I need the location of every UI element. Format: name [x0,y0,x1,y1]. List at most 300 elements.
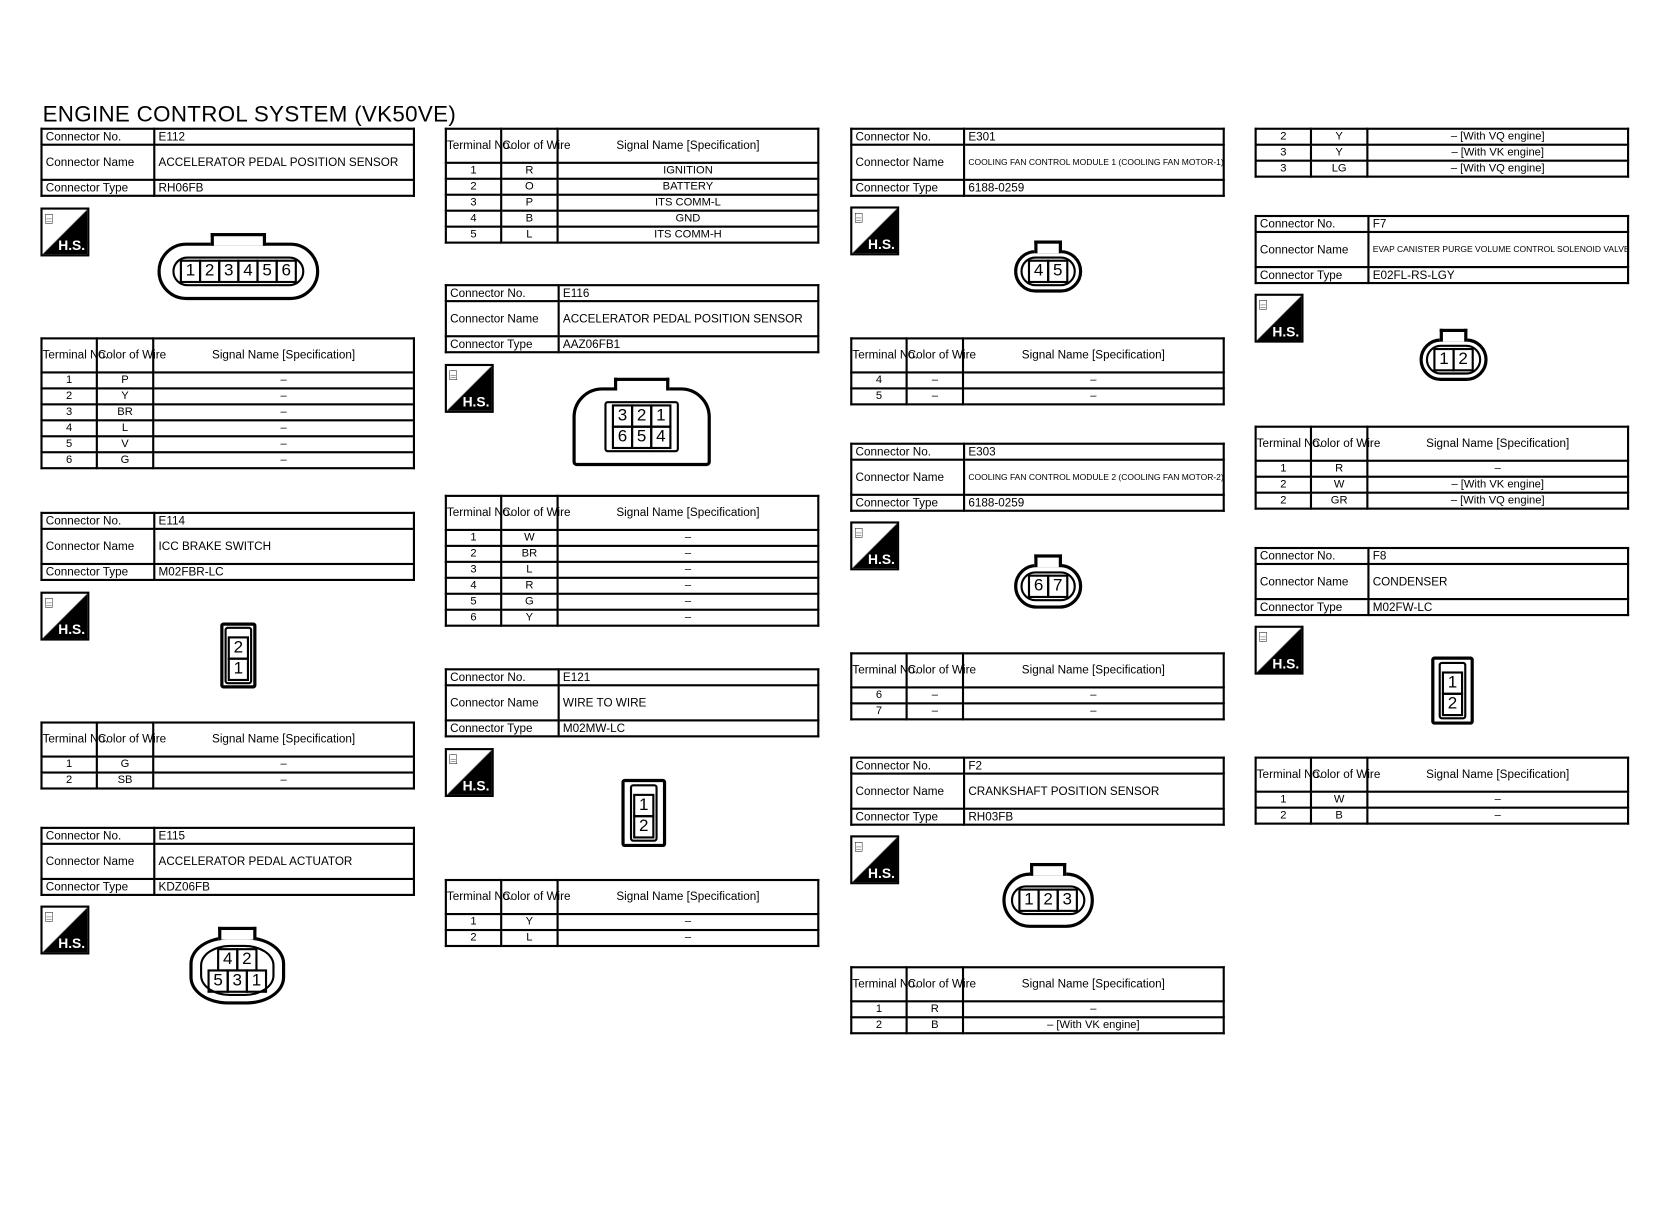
color-of-wire-header: Color of Wire [1311,427,1367,461]
signal-name: – [963,687,1224,703]
pin-row [613,405,670,426]
wire-color: L [501,227,557,243]
terminal-no: 4 [446,211,501,227]
hs-badge-label: H.S. [867,236,895,253]
info-row-name [41,145,413,180]
wire-color: P [97,372,153,388]
wire-color: B [1311,808,1367,824]
wire-color: O [501,179,557,195]
terminal-no: 4 [851,372,906,388]
pin-row [209,970,266,991]
terminal-table-header [446,880,818,914]
color-of-wire-header: Color of Wire [97,338,153,372]
color-of-wire-header: Color of Wire [97,723,153,757]
signal-name: – [963,388,1224,404]
info-row-type [446,720,818,736]
terminal-no: 5 [446,227,501,243]
terminal-no: 1 [446,530,501,546]
connector-name-value: ACCELERATOR PEDAL POSITION SENSOR [559,301,819,336]
wire-color: L [97,420,153,436]
harness-side-badge-icon [40,207,89,256]
info-label: Connector Name [446,301,559,336]
terminal-row [41,452,413,468]
connector-glyph-icon: ⌸ [1258,628,1268,645]
connector-type-value: RH06FB [154,180,414,196]
connector-name-value: COOLING FAN CONTROL MODULE 1 (COOLING FAN MOTOR-1) [964,145,1224,180]
terminal-table [40,721,415,789]
info-label: Connector No. [41,513,154,529]
info-label: Connector Type [851,809,964,825]
terminal-row [1256,129,1628,145]
connector-inner-outline [1020,256,1075,286]
connector-no-value: E303 [964,444,1224,460]
signal-name: – [With VQ engine] [1367,493,1628,509]
pin-row [229,659,248,680]
terminal-table-header [1256,758,1628,792]
terminal-row [446,578,818,594]
terminal-row [446,562,818,578]
connector-face-diagram-E115 [189,936,285,1004]
connector-face-diagram-E112 [157,243,319,300]
info-label: Connector Type [851,495,964,511]
terminal-no: 2 [446,179,501,195]
pin-cell: 5 [207,969,228,992]
color-of-wire-header: Color of Wire [907,338,963,372]
terminal-no-header: Terminal No. [851,653,906,687]
connector-face-diagram-E116 [572,387,710,466]
connector-face-diagram-E303 [1014,564,1082,609]
terminal-table [850,337,1225,405]
terminal-no: 6 [41,452,96,468]
info-label: Connector No. [851,758,964,774]
info-label: Connector No. [446,285,559,301]
pin-row [1434,349,1472,370]
wire-color: GR [1311,493,1367,509]
pin-row [1029,261,1067,282]
pin-cell: 2 [1452,348,1473,371]
terminal-table-header [41,338,413,372]
terminal-no: 1 [446,163,501,179]
wire-color: W [1311,477,1367,493]
terminal-no: 2 [851,1017,906,1033]
pin-cell: 2 [228,636,249,659]
info-row-type [446,336,818,352]
pin-row [1443,673,1462,694]
terminal-row [851,1017,1223,1033]
info-label: Connector Name [41,145,154,180]
info-row-no [1256,216,1628,232]
connector-info-table [40,128,415,197]
connector-type-value: 6188-0259 [964,180,1224,196]
pin-cell: 2 [199,260,220,283]
connector-face-diagram-F8 [1431,657,1474,725]
terminal-no: 3 [41,404,96,420]
info-row-no [41,129,413,145]
terminal-row [41,420,413,436]
connector-lock-tab [211,233,266,246]
info-row-type [1256,267,1628,283]
wire-color: Y [1311,145,1367,161]
wire-color: V [97,436,153,452]
pin-cell: 1 [633,794,654,817]
terminal-row [446,546,818,562]
harness-side-badge-icon [850,206,899,255]
color-of-wire-header: Color of Wire [501,880,557,914]
pin-row [1029,576,1067,597]
pin-cell: 1 [650,404,671,427]
harness-side-badge-icon [1255,626,1304,675]
wire-color: B [501,211,557,227]
color-of-wire-header: Color of Wire [907,967,963,1001]
terminal-no: 2 [41,388,96,404]
terminal-table-header [851,653,1223,687]
connector-lock-tab [1035,240,1062,253]
connector-inner-outline [1439,662,1467,719]
harness-side-badge-icon [40,592,89,641]
pin-cell: 5 [256,260,277,283]
pin-row [181,261,296,282]
signal-name: – [With VK engine] [963,1017,1224,1033]
pin-cell: 3 [1057,889,1078,912]
terminal-row [1256,161,1628,177]
connector-lock-tab [1440,329,1467,342]
info-label: Connector Type [851,180,964,196]
pin-cell: 2 [633,815,654,838]
terminal-row [41,773,413,789]
info-row-no [851,758,1223,774]
pin-cell: 4 [650,426,671,449]
terminal-no: 4 [446,578,501,594]
wire-color: Y [501,914,557,930]
connector-no-value: E112 [154,129,414,145]
signal-name: – [963,1001,1224,1017]
connector-type-value: AAZ06FB1 [559,336,819,352]
wire-color: W [501,530,557,546]
terminal-row [1256,808,1628,824]
terminal-no: 2 [41,773,96,789]
wire-color: G [501,594,557,610]
terminal-row [446,163,818,179]
wire-color: Y [97,388,153,404]
wire-color: BR [501,546,557,562]
pin-cell: 3 [227,969,248,992]
wire-color: L [501,562,557,578]
pin-cell: 4 [1028,260,1049,283]
connector-type-value: RH03FB [964,809,1224,825]
pin-cell: 1 [246,969,267,992]
terminal-table-header [851,338,1223,372]
terminal-table [1255,128,1630,178]
terminal-no: 1 [446,914,501,930]
info-row-no [41,513,413,529]
signal-name: – [558,562,819,578]
terminal-no: 1 [41,757,96,773]
connector-glyph-icon: ⌸ [854,524,863,541]
connector-no-value: E116 [559,285,819,301]
wire-color: Y [1311,129,1367,145]
wire-color: Y [501,610,557,626]
connector-face-diagram-F7 [1420,338,1488,381]
connector-type-value: E02FL-RS-LGY [1368,267,1628,283]
signal-name-header: Signal Name [Specification] [558,496,819,530]
terminal-no: 3 [446,562,501,578]
info-label: Connector Name [851,460,964,495]
terminal-no: 1 [1256,792,1311,808]
wire-color: R [907,1001,963,1017]
terminal-row [1256,477,1628,493]
connector-glyph-icon: ⌸ [44,210,54,227]
harness-side-badge-icon [850,521,899,570]
terminal-no: 7 [851,703,906,719]
signal-name: – [1367,792,1628,808]
terminal-row [446,530,818,546]
terminal-row [1256,493,1628,509]
signal-name: – [With VK engine] [1367,477,1628,493]
connector-glyph-icon: ⌸ [44,594,54,611]
terminal-row [1256,792,1628,808]
terminal-row [446,211,818,227]
info-row-name [851,774,1223,809]
signal-name: – [558,530,819,546]
pin-row [229,637,248,658]
terminal-table [1255,426,1630,510]
connector-face-diagram-F2 [1002,873,1094,928]
terminal-table [1255,757,1630,825]
connector-no-value: E121 [559,669,819,685]
pin-cell: 2 [236,948,257,971]
signal-name: – [1367,461,1628,477]
wire-color: P [501,195,557,211]
wire-color: R [501,578,557,594]
pin-row [634,816,653,837]
pin-cell: 5 [1047,260,1068,283]
color-of-wire-header: Color of Wire [907,653,963,687]
terminal-no: 3 [1256,161,1311,177]
info-row-type [851,809,1223,825]
terminal-table-header [446,129,818,163]
terminal-no: 2 [1256,493,1311,509]
terminal-no: 6 [446,610,501,626]
connector-name-value: ACCELERATOR PEDAL ACTUATOR [154,844,414,879]
signal-name: – [558,930,819,946]
connector-face-diagram-E301 [1014,250,1082,293]
wire-color: R [501,163,557,179]
terminal-row [1256,145,1628,161]
terminal-table [40,337,415,469]
connector-no-value: E115 [154,828,414,844]
connector-type-value: KDZ06FB [154,879,414,895]
signal-name-header: Signal Name [Specification] [153,338,414,372]
signal-name: – [558,610,819,626]
signal-name: GND [558,211,819,227]
connector-no-value: E114 [154,513,414,529]
signal-name: – [With VQ engine] [1367,161,1628,177]
signal-name: ITS COMM-L [558,195,819,211]
terminal-no-header: Terminal No. [1256,427,1311,461]
connector-name-value: CRANKSHAFT POSITION SENSOR [964,774,1224,809]
terminal-row [41,436,413,452]
info-row-name [1256,564,1628,599]
pin-cell: 2 [1442,693,1463,716]
terminal-row [1256,461,1628,477]
connector-info-table [1255,547,1630,616]
signal-name-header: Signal Name [Specification] [963,653,1224,687]
info-row-no [851,444,1223,460]
pin-cell: 7 [1047,575,1068,598]
connector-glyph-icon: ⌸ [854,209,863,226]
pin-cell: 2 [631,404,652,427]
signal-name: – [558,594,819,610]
connector-no-value: F2 [964,758,1224,774]
hs-badge-label: H.S. [1272,323,1300,340]
info-label: Connector Type [41,180,154,196]
terminal-table [445,128,820,244]
info-row-type [1256,599,1628,615]
hs-badge-label: H.S. [1272,655,1300,672]
signal-name: – [153,404,414,420]
info-label: Connector No. [41,828,154,844]
connector-info-table [850,443,1225,512]
connector-name-value: CONDENSER [1368,564,1628,599]
color-of-wire-header: Color of Wire [501,129,557,163]
signal-name: – [153,773,414,789]
connector-glyph-icon: ⌸ [449,367,458,384]
connector-inner-outline [604,401,678,452]
pin-cell: 6 [1028,575,1049,598]
info-row-no [851,129,1223,145]
hs-badge-label: H.S. [58,621,86,638]
wire-color: – [907,372,963,388]
harness-side-badge-icon [445,364,494,413]
connector-lock-tab [1030,863,1067,876]
connector-inner-outline [225,627,253,684]
signal-name: BATTERY [558,179,819,195]
pin-cell: 3 [218,260,239,283]
pin-row [1443,694,1462,715]
connector-inner-outline [1426,345,1481,375]
connector-inner-outline [172,256,304,286]
hs-badge-label: H.S. [58,935,86,952]
terminal-row [851,687,1223,703]
page-title: ENGINE CONTROL SYSTEM (VK50VE) [42,102,457,127]
wire-color: LG [1311,161,1367,177]
terminal-no: 2 [1256,477,1311,493]
info-label: Connector Type [446,336,559,352]
connector-glyph-icon: ⌸ [1258,296,1268,313]
terminal-table-header [41,723,413,757]
terminal-table-header [1256,427,1628,461]
info-row-type [851,180,1223,196]
info-label: Connector No. [446,669,559,685]
terminal-table [850,966,1225,1034]
terminal-table [445,495,820,627]
harness-side-badge-icon [445,748,494,797]
pin-row [218,949,256,970]
terminal-no-header: Terminal No. [41,338,96,372]
pin-row [613,427,670,448]
terminal-no-header: Terminal No. [446,496,501,530]
color-of-wire-header: Color of Wire [501,496,557,530]
info-label: Connector No. [1256,548,1369,564]
connector-info-table [850,757,1225,826]
info-label: Connector Name [1256,564,1369,599]
info-row-name [851,460,1223,495]
terminal-no-header: Terminal No. [41,723,96,757]
signal-name-header: Signal Name [Specification] [1367,758,1628,792]
hs-badge-label: H.S. [867,551,895,568]
connector-name-value: COOLING FAN CONTROL MODULE 2 (COOLING FAN MOTOR-2) [964,460,1224,495]
connector-type-value: M02FBR-LC [154,564,414,580]
connector-glyph-icon: ⌸ [44,908,54,925]
signal-name: – [153,420,414,436]
connector-name-value: WIRE TO WIRE [559,685,819,720]
info-row-name [446,301,818,336]
wire-color: BR [97,404,153,420]
info-row-type [851,495,1223,511]
signal-name: – [With VQ engine] [1367,129,1628,145]
pin-cell: 6 [612,426,633,449]
terminal-row [446,594,818,610]
info-row-type [41,180,413,196]
info-label: Connector Name [1256,232,1369,267]
terminal-no: 1 [1256,461,1311,477]
pin-cell: 4 [237,260,258,283]
terminal-table [850,652,1225,720]
signal-name: – [558,546,819,562]
wire-color: – [907,388,963,404]
terminal-row [446,195,818,211]
info-row-no [41,828,413,844]
terminal-table [445,879,820,947]
connector-face-diagram-E114 [220,622,256,688]
signal-name: – [With VK engine] [1367,145,1628,161]
connector-lock-tab [1035,554,1062,567]
info-row-name [851,145,1223,180]
pin-cell: 4 [217,948,238,971]
hs-badge-label: H.S. [867,865,895,882]
info-label: Connector Type [41,564,154,580]
connector-info-table [850,128,1225,197]
terminal-no: 2 [1256,808,1311,824]
info-label: Connector No. [851,444,964,460]
pin-cell: 3 [612,404,633,427]
terminal-table-header [446,496,818,530]
info-label: Connector Name [851,145,964,180]
terminal-no: 3 [446,195,501,211]
connector-face-diagram-E121 [621,779,666,847]
info-label: Connector Name [446,685,559,720]
connector-info-table [40,827,415,896]
terminal-no: 5 [41,436,96,452]
info-row-no [1256,548,1628,564]
connector-no-value: F8 [1368,548,1628,564]
terminal-row [851,1001,1223,1017]
terminal-no: 1 [41,372,96,388]
terminal-row [41,757,413,773]
terminal-no: 5 [851,388,906,404]
connector-name-value: ACCELERATOR PEDAL POSITION SENSOR [154,145,414,180]
info-row-type [41,879,413,895]
connector-inner-outline [1020,571,1075,601]
terminal-no-header: Terminal No. [446,129,501,163]
terminal-no-header: Terminal No. [1256,758,1311,792]
info-label: Connector Type [446,720,559,736]
wire-color: – [907,687,963,703]
connector-glyph-icon: ⌸ [449,751,458,768]
color-of-wire-header: Color of Wire [1311,758,1367,792]
terminal-row [446,179,818,195]
terminal-no-header: Terminal No. [446,880,501,914]
